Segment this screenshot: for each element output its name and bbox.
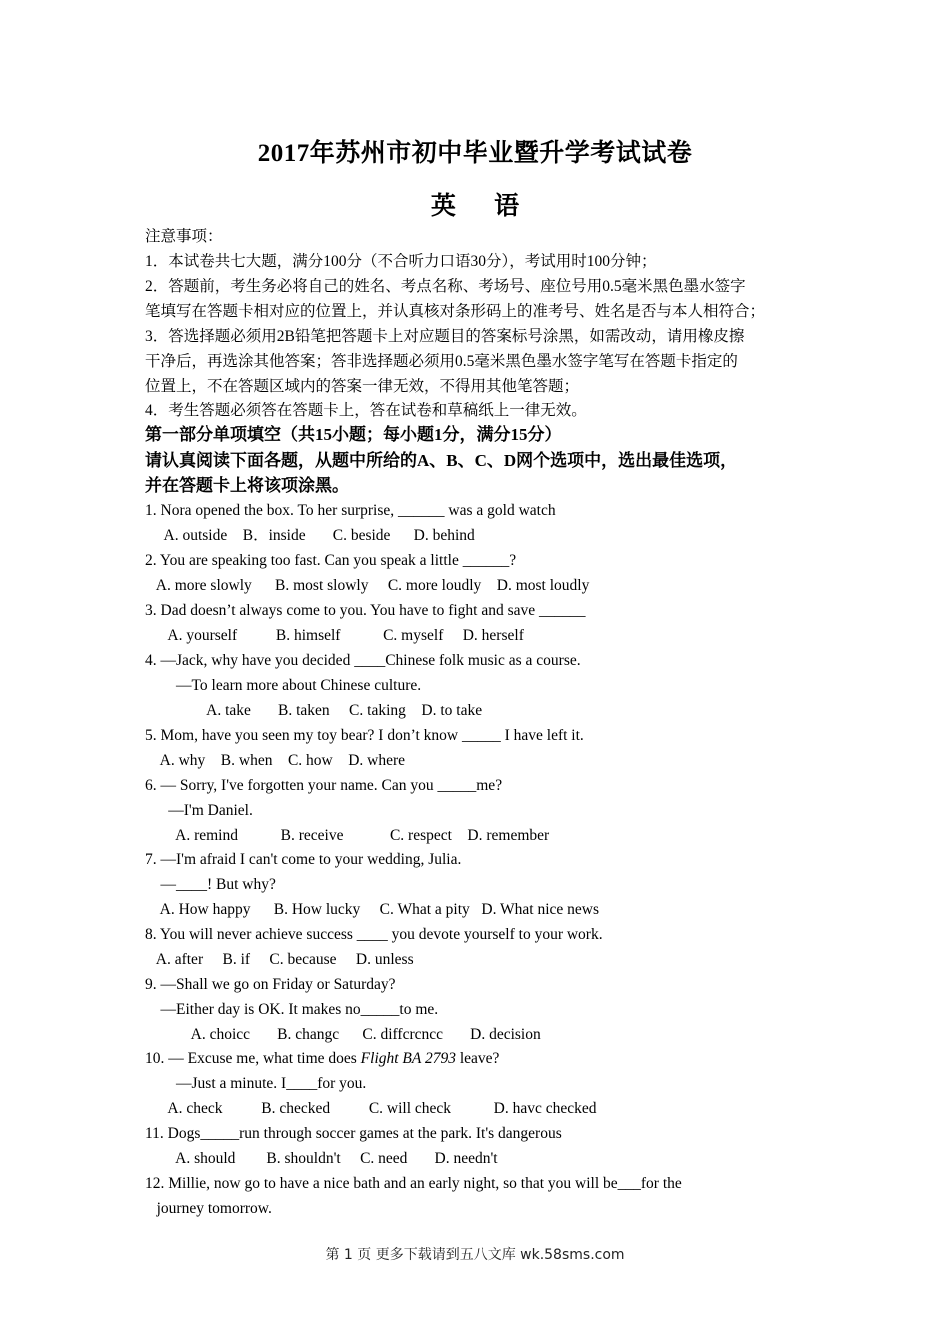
question-line: 6. — Sorry, I've forgotten your name. Can you _____me? (145, 777, 503, 794)
question-line: A. yourself B. himself C. myself D. herself (145, 627, 524, 644)
question-line: A. choicc B. changc C. diffcrcncc D. decision (145, 1026, 541, 1043)
question-line: 12. Millie, now go to have a nice bath and an early night, so that you will be___for the (145, 1175, 682, 1192)
question-10-line (145, 1049, 499, 1069)
question-line: 4. —Jack, why have you decided ____Chinese folk music as a course. (145, 652, 581, 669)
question-line: —To learn more about Chinese culture. (145, 677, 422, 694)
question-line: —____! But why? (145, 876, 276, 893)
question-line: A. remind B. receive C. respect D. remember (145, 827, 550, 844)
question-line: A. why B. when C. how D. where (145, 752, 406, 769)
notice-line: 3．答选择题必须用2B铅笔把答题卡上对应题目的答案标号涂黑，如需改动，请用橡皮擦 (145, 328, 745, 345)
question-line: 1. Nora opened the box. To her surprise, ______ was a gold watch (145, 502, 556, 519)
question-line: 3. Dad doesn’t always come to you. You have to fight and save ______ (145, 602, 586, 619)
question-line: A. outside B．inside C. beside D. behind (145, 527, 475, 544)
exam-title: 2017年苏州市初中毕业暨升学考试试卷 (257, 140, 693, 167)
question-line: journey tomorrow. (145, 1200, 272, 1217)
notice-line: 笔填写在答题卡相对应的位置上，并认真核对条形码上的准考号、姓名是否与本人相符合； (145, 303, 766, 320)
question-line: 11. Dogs_____run through soccer games at the park. It's dangerous (145, 1125, 562, 1142)
subject-title: 英 语 (430, 193, 520, 220)
question-line: 9. —Shall we go on Friday or Saturday? (145, 976, 396, 993)
question-line: 2. You are speaking too fast. Can you speak a little ______? (145, 552, 517, 569)
question-line: 8. You will never achieve success ____ you devote yourself to your work. (145, 926, 603, 943)
question-line: 5. Mom, have you seen my toy bear? I don’t know _____ I have left it. (145, 727, 584, 744)
page-footer: 第 1 页 更多下载请到五八文库 wk.58sms.com (325, 1247, 625, 1263)
question-line: 7. —I'm afraid I can't come to your wedding, Julia. (145, 851, 462, 868)
question-line: A. take B. taken C. taking D. to take (145, 702, 483, 719)
question-line: A. after B. if C. because D. unless (145, 951, 414, 968)
instruction-line: 请认真阅读下面各题，从题中所给的A、B、C、D网个选项中，选出最佳选项， (145, 451, 738, 470)
section-heading: 第一部分单项填空（共15小题；每小题1分，满分15分） (145, 425, 562, 444)
notice-line: 4．考生答题必须答在答题卡上，答在试卷和草稿纸上一律无效。 (145, 402, 587, 419)
question-line: A. How happy B. How lucky C. What a pity D. What nice news (145, 901, 600, 918)
question-line: A. check B. checked C. will check D. havc checked (145, 1100, 597, 1117)
flight-number: Flight BA 2793 (360, 1050, 456, 1067)
question-line: A. more slowly B. most slowly C. more loudly D. most loudly (145, 577, 590, 594)
question-10-suffix: leave? (455, 1050, 500, 1067)
question-line: —I'm Daniel. (145, 802, 253, 819)
notice-line: 干净后，再选涂其他答案；答非选择题必须用0.5毫米黑色墨水签字笔写在答题卡指定的 (145, 353, 738, 370)
notice-heading: 注意事项： (145, 228, 223, 245)
notice-line: 位置上，不在答题区域内的答案一律无效，不得用其他笔答题； (145, 378, 580, 395)
notice-line: 1．本试卷共七大题，满分100分（不合听力口语30分），考试用时100分钟； (145, 253, 657, 270)
question-10-prefix: 10. — Excuse me, what time does (145, 1050, 361, 1067)
notice-line: 2．答题前，考生务必将自己的姓名、考点名称、考场号、座位号用0.5毫米黑色墨水签字 (145, 278, 746, 295)
instruction-line: 并在答题卡上将该项涂黑。 (145, 476, 349, 495)
question-line: —Just a minute. I____for you. (145, 1075, 367, 1092)
question-line: A. should B. shouldn't C. need D. needn't (145, 1150, 498, 1167)
question-line: —Either day is OK. It makes no_____to me. (145, 1001, 439, 1018)
